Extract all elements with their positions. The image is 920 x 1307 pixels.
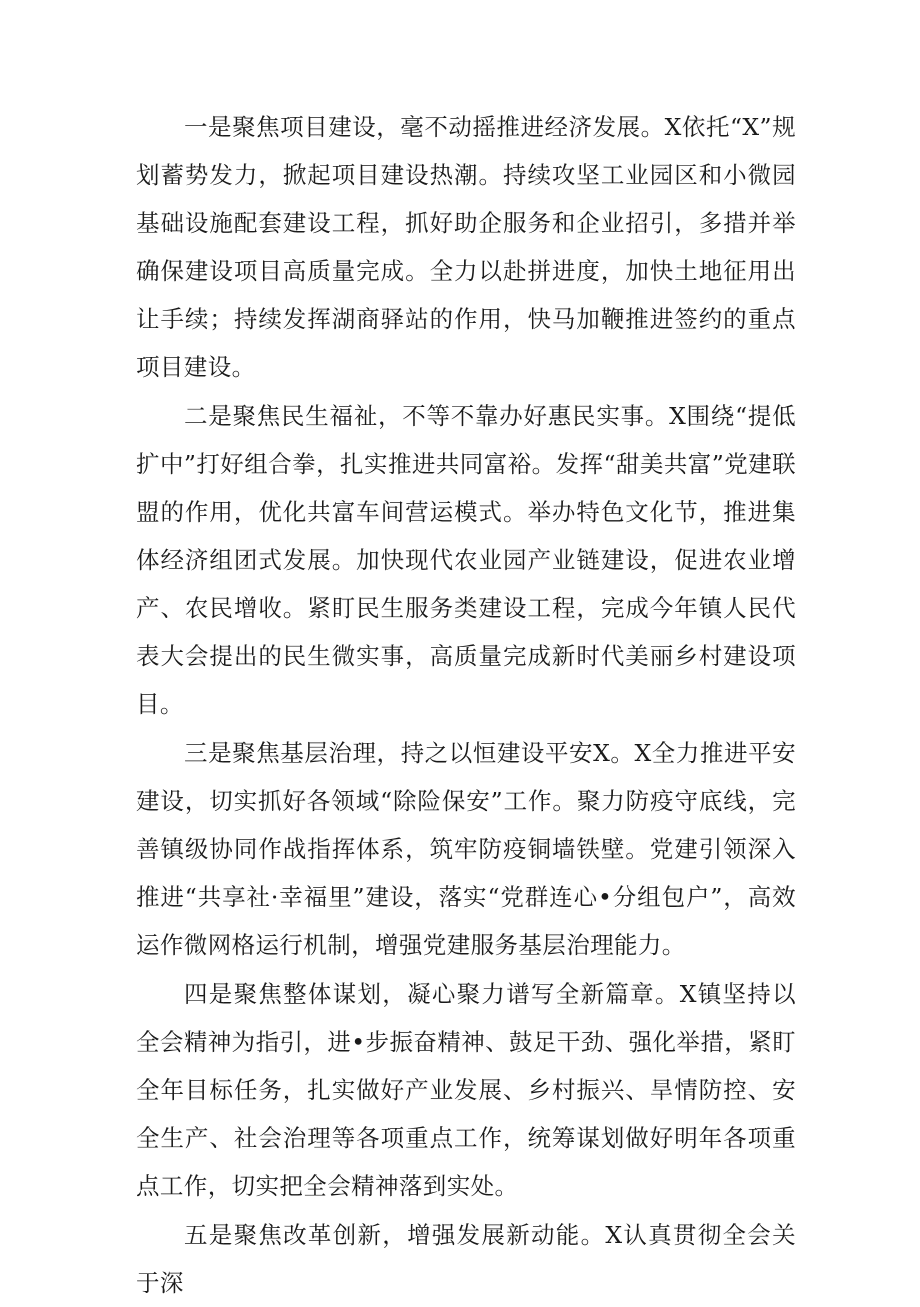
paragraph-grassroots-governance: 三是聚焦基层治理，持之以恒建设平安X。X全力推进平安建设，切实抓好各领域“除险保安”工作。聚力防疫守底线，完善镇级协同作战指挥体系，筑牢防疫铜墙铁壁。党建引领深入推进“共享社·幸福里”建设，落实“党群连心•分组包户”，高效运作微网格运行机制，增强党建服务基层治理能力。 bbox=[136, 739, 796, 959]
paragraph-livelihood-welfare: 二是聚焦民生福祉，不等不靠办好惠民实事。X围绕“提低扩中”打好组合拳，扎实推进共同富裕。发挥“甜美共富”党建联盟的作用，优化共富车间营运模式。举办特色文化节，推进集体经济组团式发展。加快现代农业园产业链建设，促进农业增产、农民增收。紧盯民生服务类建设工程，完成今年镇人民代表大会提出的民生微实事，高质量完成新时代美丽乡村建设项目。 bbox=[136, 402, 796, 718]
paragraph-overall-planning: 四是聚焦整体谋划，凝心聚力谱写全新篇章。X镇坚持以全会精神为指引，进•步振奋精神、鼓足干劲、强化举措，紧盯全年目标任务，扎实做好产业发展、乡村振兴、旱情防控、安全生产、社会治理等各项重点工作，统筹谋划做好明年各项重点工作，切实把全会精神落到实处。 bbox=[136, 980, 796, 1200]
paragraph-project-construction: 一是聚焦项目建设，毫不动摇推进经济发展。X依托“X”规划蓄势发力，掀起项目建设热潮。持续攻坚工业园区和小微园基础设施配套建设工程，抓好助企服务和企业招引，多措并举确保建设项目高质量完成。全力以赴拼进度，加快土地征用出让手续；持续发挥湖商驿站的作用，快马加鞭推进签约的重点项目建设。 bbox=[136, 113, 796, 381]
paragraph-reform-innovation: 五是聚焦改革创新，增强发展新动能。X认真贯彻全会关于深 bbox=[136, 1221, 796, 1297]
document-body bbox=[136, 103, 796, 1307]
